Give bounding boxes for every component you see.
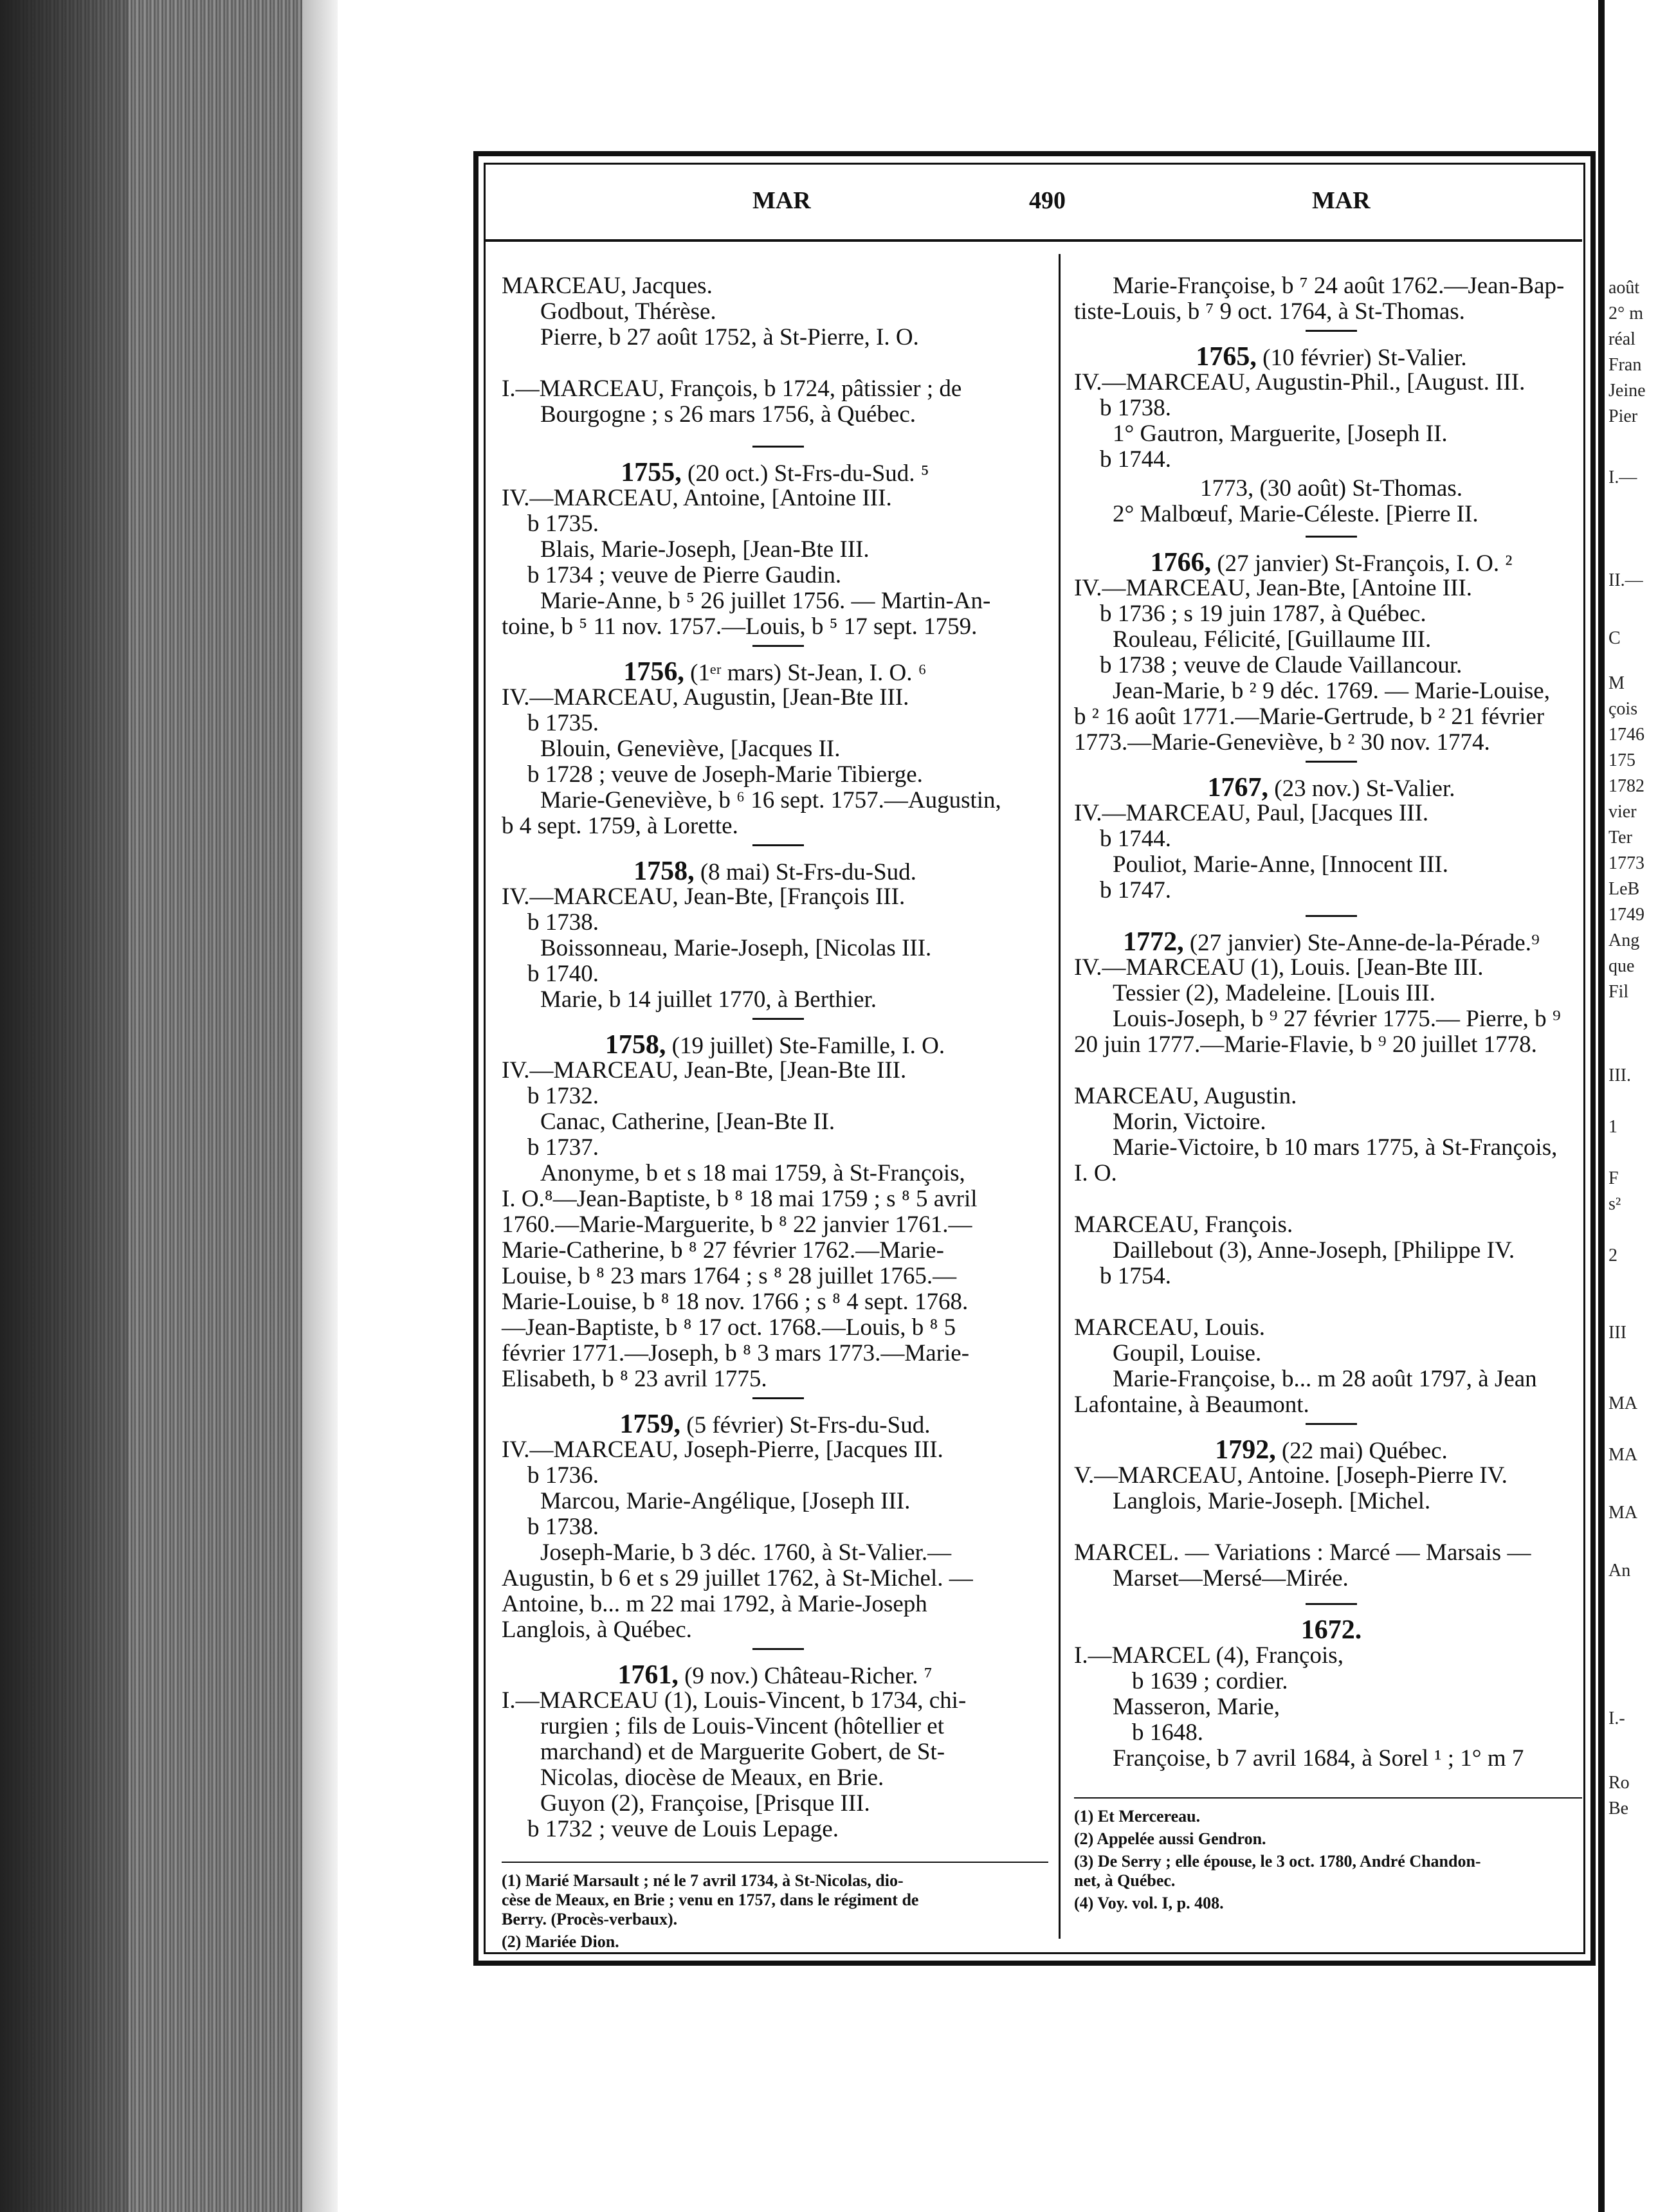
entry-line: MARCEAU, Jacques. bbox=[502, 273, 713, 299]
entry-line: b 4 sept. 1759, à Lorette. bbox=[502, 813, 738, 839]
entry-line: IV.—MARCEAU, Augustin, [Jean-Bte III. bbox=[502, 684, 909, 711]
entry-line: marchand) et de Marguerite Gobert, de St- bbox=[540, 1739, 945, 1765]
entry-line: MARCEL. — Variations : Marcé — Marsais — bbox=[1074, 1539, 1531, 1566]
entry-line: Pouliot, Marie-Anne, [Innocent III. bbox=[1113, 851, 1448, 878]
facing-page-fragment: çois bbox=[1608, 699, 1638, 719]
entry-year-heading: 1672. bbox=[1300, 1615, 1362, 1645]
footnote-line: (2) Mariée Dion. bbox=[502, 1932, 619, 1951]
entry-line: Goupil, Louise. bbox=[1113, 1340, 1262, 1366]
footnote-rule bbox=[502, 1862, 1048, 1863]
entry-line: b 1736 ; s 19 juin 1787, à Québec. bbox=[1100, 601, 1426, 627]
entry-line: février 1771.—Joseph, b ⁸ 3 mars 1773.—Marie- bbox=[502, 1340, 970, 1366]
entry-line: b 1738. bbox=[527, 909, 599, 936]
entry-line: toine, b ⁵ 11 nov. 1757.—Louis, b ⁵ 17 sept. 1759. bbox=[502, 613, 978, 640]
entry-line: b 1747. bbox=[1100, 877, 1171, 903]
facing-page-fragment: 1782 bbox=[1608, 776, 1644, 796]
entry-year-heading: 1756, (1ᵉʳ mars) St-Jean, I. O. ⁶ bbox=[623, 657, 927, 687]
entry-line: Elisabeth, b ⁸ 23 avril 1775. bbox=[502, 1366, 767, 1392]
entry-line: tiste-Louis, b ⁷ 9 oct. 1764, à St-Thomas. bbox=[1074, 298, 1465, 325]
section-separator bbox=[1306, 761, 1357, 763]
entry-line: Louis-Joseph, b ⁹ 27 février 1775.— Pierre, b ⁹ bbox=[1113, 1006, 1561, 1032]
running-head-right: MAR bbox=[1312, 187, 1371, 214]
facing-page-fragment: M bbox=[1608, 673, 1625, 693]
section-separator bbox=[1306, 536, 1357, 538]
entry-line: Blais, Marie-Joseph, [Jean-Bte III. bbox=[540, 536, 870, 563]
entry-line: 1773.—Marie-Geneviève, b ² 30 nov. 1774. bbox=[1074, 729, 1490, 756]
section-separator bbox=[1306, 330, 1357, 332]
entry-line: b 1734 ; veuve de Pierre Gaudin. bbox=[527, 562, 842, 588]
entry-line: Godbout, Thérèse. bbox=[540, 298, 716, 325]
running-head bbox=[489, 186, 1582, 225]
facing-page-fragment: C bbox=[1608, 628, 1621, 648]
entry-line: Blouin, Geneviève, [Jacques II. bbox=[540, 736, 841, 762]
book-page-edge bbox=[0, 0, 302, 2212]
entry-line: b 1736. bbox=[527, 1462, 599, 1489]
facing-page-fragment: vier bbox=[1608, 802, 1637, 822]
entry-line: Rouleau, Félicité, [Guillaume III. bbox=[1113, 626, 1432, 653]
entry-line: Françoise, b 7 avril 1684, à Sorel ¹ ; 1° m 7 bbox=[1113, 1745, 1524, 1772]
entry-line: Marie-Geneviève, b ⁶ 16 sept. 1757.—Augustin, bbox=[540, 787, 1001, 813]
entry-year-heading: 1758, (8 mai) St-Frs-du-Sud. bbox=[633, 857, 916, 886]
footnote-line: (3) De Serry ; elle épouse, le 3 oct. 1780, André Chandon- bbox=[1074, 1852, 1481, 1871]
footnote-line: (1) Et Mercereau. bbox=[1074, 1807, 1201, 1826]
entry-line: Langlois, à Québec. bbox=[502, 1617, 692, 1643]
entry-line: b 1754. bbox=[1100, 1263, 1171, 1289]
entry-line: I.—MARCEAU, François, b 1724, pâtissier ; de bbox=[502, 376, 962, 402]
entry-line: b 1735. bbox=[527, 511, 599, 537]
facing-page-fragment: 2 bbox=[1608, 1246, 1617, 1265]
entry-line: Masseron, Marie, bbox=[1113, 1694, 1280, 1720]
entry-line: Canac, Catherine, [Jean-Bte II. bbox=[540, 1109, 835, 1135]
entry-line: 1773, (30 août) St-Thomas. bbox=[1200, 475, 1462, 502]
section-separator bbox=[1306, 1603, 1357, 1605]
facing-page-fragment: MA bbox=[1608, 1503, 1638, 1523]
facing-page-fragment: F bbox=[1608, 1168, 1619, 1188]
entry-line: b 1735. bbox=[527, 710, 599, 736]
entry-line: Anonyme, b et s 18 mai 1759, à St-François, bbox=[540, 1160, 965, 1186]
entry-line: IV.—MARCEAU, Joseph-Pierre, [Jacques III. bbox=[502, 1437, 943, 1463]
footnote-line: (4) Voy. vol. I, p. 408. bbox=[1074, 1894, 1224, 1912]
facing-page-fragment: I.— bbox=[1608, 467, 1637, 487]
entry-line: b 1728 ; veuve de Joseph-Marie Tibierge. bbox=[527, 761, 923, 788]
entry-line: b 1744. bbox=[1100, 826, 1171, 852]
entry-line: b 1738. bbox=[1100, 395, 1171, 421]
entry-line: Bourgogne ; s 26 mars 1756, à Québec. bbox=[540, 401, 916, 428]
entry-line: Daillebout (3), Anne-Joseph, [Philippe IV. bbox=[1113, 1237, 1515, 1264]
entry-line: b 1732. bbox=[527, 1083, 599, 1109]
entry-line: IV.—MARCEAU, Paul, [Jacques III. bbox=[1074, 800, 1429, 826]
facing-page-fragment: MA bbox=[1608, 1393, 1638, 1413]
entry-line: V.—MARCEAU, Antoine. [Joseph-Pierre IV. bbox=[1074, 1462, 1508, 1489]
facing-page-fragment: III bbox=[1608, 1323, 1626, 1343]
entry-line: rurgien ; fils de Louis-Vincent (hôtellier et bbox=[540, 1713, 944, 1739]
page-number: 490 bbox=[1029, 187, 1066, 214]
entry-line: 1° Gautron, Marguerite, [Joseph II. bbox=[1113, 421, 1448, 447]
header-rule bbox=[486, 239, 1582, 242]
entry-line: Marie-Françoise, b... m 28 août 1797, à Jean bbox=[1113, 1366, 1537, 1392]
entry-line: Marie-Françoise, b ⁷ 24 août 1762.—Jean-Bap- bbox=[1113, 273, 1565, 299]
facing-page-fragment: MA bbox=[1608, 1445, 1638, 1465]
entry-line: Nicolas, diocèse de Meaux, en Brie. bbox=[540, 1764, 884, 1791]
entry-line: IV.—MARCEAU, Augustin-Phil., [August. III. bbox=[1074, 369, 1526, 395]
section-separator bbox=[752, 1397, 804, 1399]
facing-page-fragment: LeB bbox=[1608, 879, 1640, 899]
entry-line: Boissonneau, Marie-Joseph, [Nicolas III. bbox=[540, 935, 932, 961]
entry-line: Marie, b 14 juillet 1770, à Berthier. bbox=[540, 986, 877, 1013]
entry-line: b 1737. bbox=[527, 1134, 599, 1161]
entry-line: Augustin, b 6 et s 29 juillet 1762, à St-Michel. — bbox=[502, 1565, 973, 1591]
entry-line: Marie-Louise, b ⁸ 18 nov. 1766 ; s ⁸ 4 sept. 1768. bbox=[502, 1289, 969, 1315]
section-separator bbox=[752, 446, 804, 448]
footnote-line: (2) Appelée aussi Gendron. bbox=[1074, 1829, 1266, 1848]
facing-page-fragment: Ter bbox=[1608, 828, 1632, 848]
entry-line: Marie-Victoire, b 10 mars 1775, à St-François, bbox=[1113, 1134, 1558, 1161]
footnote-line: cèse de Meaux, en Brie ; venu en 1757, dans le régiment de bbox=[502, 1890, 919, 1909]
facing-page-fragment: III. bbox=[1608, 1065, 1631, 1085]
facing-page-fragment: An bbox=[1608, 1561, 1631, 1581]
section-separator bbox=[1306, 915, 1357, 917]
entry-line: b 1639 ; cordier. bbox=[1132, 1668, 1288, 1694]
section-separator bbox=[752, 645, 804, 647]
entry-year-heading: 1772, (27 janvier) Ste-Anne-de-la-Pérade.⁹ bbox=[1123, 927, 1540, 957]
entry-line: b 1744. bbox=[1100, 446, 1171, 473]
entry-line: Louise, b ⁸ 23 mars 1764 ; s ⁸ 28 juillet 1765.— bbox=[502, 1263, 957, 1289]
facing-page-fragment: II.— bbox=[1608, 570, 1643, 590]
entry-year-heading: 1767, (23 nov.) St-Valier. bbox=[1207, 773, 1455, 802]
section-separator bbox=[752, 844, 804, 846]
facing-page-fragment: Be bbox=[1608, 1799, 1629, 1818]
section-separator bbox=[752, 1648, 804, 1650]
entry-line: —Jean-Baptiste, b ⁸ 17 oct. 1768.—Louis, b ⁸ 5 bbox=[502, 1314, 956, 1341]
facing-page-edge bbox=[1598, 0, 1667, 2212]
facing-page-fragment: 2° m bbox=[1608, 304, 1643, 323]
entry-line: Marset—Mersé—Mirée. bbox=[1113, 1565, 1349, 1591]
entry-year-heading: 1758, (19 juillet) Ste-Famille, I. O. bbox=[605, 1030, 945, 1060]
entry-line: Langlois, Marie-Joseph. [Michel. bbox=[1113, 1488, 1431, 1514]
footnote-rule bbox=[1074, 1797, 1582, 1799]
entry-line: b ² 16 août 1771.—Marie-Gertrude, b ² 21 février bbox=[1074, 703, 1545, 730]
facing-page-fragment: que bbox=[1608, 956, 1635, 976]
entry-line: Marie-Anne, b ⁵ 26 juillet 1756. — Martin-An- bbox=[540, 588, 991, 614]
facing-page-fragment: 1746 bbox=[1608, 725, 1644, 745]
entry-line: Antoine, b... m 22 mai 1792, à Marie-Joseph bbox=[502, 1591, 927, 1617]
entry-line: Lafontaine, à Beaumont. bbox=[1074, 1392, 1309, 1418]
entry-line: IV.—MARCEAU, Antoine, [Antoine III. bbox=[502, 485, 892, 511]
entry-line: 1760.—Marie-Marguerite, b ⁸ 22 janvier 1761.— bbox=[502, 1211, 972, 1238]
column-divider bbox=[1059, 254, 1061, 1939]
entry-line: b 1740. bbox=[527, 961, 599, 987]
entry-line: MARCEAU, Augustin. bbox=[1074, 1083, 1297, 1109]
entry-line: Jean-Marie, b ² 9 déc. 1769. — Marie-Louise, bbox=[1113, 678, 1550, 704]
entry-line: Joseph-Marie, b 3 déc. 1760, à St-Valier.— bbox=[540, 1539, 952, 1566]
facing-page-fragment: Fran bbox=[1608, 355, 1642, 375]
entry-year-heading: 1755, (20 oct.) St-Frs-du-Sud. ⁵ bbox=[621, 458, 929, 487]
facing-page-fragment: Fil bbox=[1608, 982, 1629, 1002]
entry-line: IV.—MARCEAU, Jean-Bte, [François III. bbox=[502, 884, 906, 910]
entry-line: I.—MARCEL (4), François, bbox=[1074, 1642, 1344, 1669]
section-separator bbox=[752, 1018, 804, 1020]
entry-line: IV.—MARCEAU (1), Louis. [Jean-Bte III. bbox=[1074, 954, 1484, 981]
facing-page-fragment: Pier bbox=[1608, 406, 1638, 426]
facing-page-fragment: s² bbox=[1608, 1194, 1621, 1214]
facing-page-fragment: réal bbox=[1608, 329, 1635, 349]
footnote-line: net, à Québec. bbox=[1074, 1871, 1176, 1890]
facing-page-fragment: Ro bbox=[1608, 1773, 1630, 1793]
entry-line: Marcou, Marie-Angélique, [Joseph III. bbox=[540, 1488, 911, 1514]
facing-page-fragment: 1773 bbox=[1608, 853, 1644, 873]
entry-line: Morin, Victoire. bbox=[1113, 1109, 1266, 1135]
entry-line: 2° Malbœuf, Marie-Céleste. [Pierre II. bbox=[1113, 501, 1479, 527]
book-spine-shadow bbox=[302, 0, 338, 2212]
entry-line: Tessier (2), Madeleine. [Louis III. bbox=[1113, 980, 1435, 1006]
entry-line: Marie-Catherine, b ⁸ 27 février 1762.—Marie- bbox=[502, 1237, 944, 1264]
entry-year-heading: 1765, (10 février) St-Valier. bbox=[1196, 342, 1467, 372]
entry-line: Pierre, b 27 août 1752, à St-Pierre, I. O. bbox=[540, 324, 919, 350]
section-separator bbox=[1306, 1423, 1357, 1425]
facing-page-fragment: août bbox=[1608, 278, 1640, 298]
facing-page-fragment: 175 bbox=[1608, 750, 1635, 770]
entry-year-heading: 1759, (5 février) St-Frs-du-Sud. bbox=[619, 1410, 931, 1439]
entry-line: I.—MARCEAU (1), Louis-Vincent, b 1734, chi- bbox=[502, 1687, 967, 1714]
entry-year-heading: 1766, (27 janvier) St-François, I. O. ² bbox=[1150, 548, 1513, 577]
entry-year-heading: 1761, (9 nov.) Château-Richer. ⁷ bbox=[617, 1660, 933, 1690]
entry-line: b 1738. bbox=[527, 1514, 599, 1540]
facing-page-fragment: 1749 bbox=[1608, 905, 1644, 925]
entry-line: I. O. bbox=[1074, 1160, 1117, 1186]
entry-year-heading: 1792, (22 mai) Québec. bbox=[1215, 1435, 1448, 1465]
facing-page-fragment: I.- bbox=[1608, 1709, 1625, 1728]
running-head-left: MAR bbox=[752, 187, 811, 214]
footnote-line: (1) Marié Marsault ; né le 7 avril 1734, à St-Nicolas, dio- bbox=[502, 1871, 904, 1890]
facing-page-fragment: Jeine bbox=[1608, 381, 1646, 401]
entry-line: b 1732 ; veuve de Louis Lepage. bbox=[527, 1816, 839, 1842]
entry-line: IV.—MARCEAU, Jean-Bte, [Antoine III. bbox=[1074, 575, 1472, 601]
entry-line: I. O.⁸—Jean-Baptiste, b ⁸ 18 mai 1759 ; s ⁸ 5 avril bbox=[502, 1186, 978, 1212]
entry-line: b 1738 ; veuve de Claude Vaillancour. bbox=[1100, 652, 1462, 678]
entry-line: IV.—MARCEAU, Jean-Bte, [Jean-Bte III. bbox=[502, 1057, 907, 1083]
entry-line: MARCEAU, Louis. bbox=[1074, 1314, 1266, 1341]
footnote-line: Berry. (Procès-verbaux). bbox=[502, 1910, 678, 1928]
entry-line: b 1648. bbox=[1132, 1719, 1203, 1746]
facing-page-fragment: Ang bbox=[1608, 930, 1640, 950]
entry-line: MARCEAU, François. bbox=[1074, 1211, 1293, 1238]
facing-page-fragment: 1 bbox=[1608, 1117, 1617, 1137]
entry-line: Guyon (2), Françoise, [Prisque III. bbox=[540, 1790, 870, 1817]
entry-line: 20 juin 1777.—Marie-Flavie, b ⁹ 20 juillet 1778. bbox=[1074, 1031, 1537, 1058]
